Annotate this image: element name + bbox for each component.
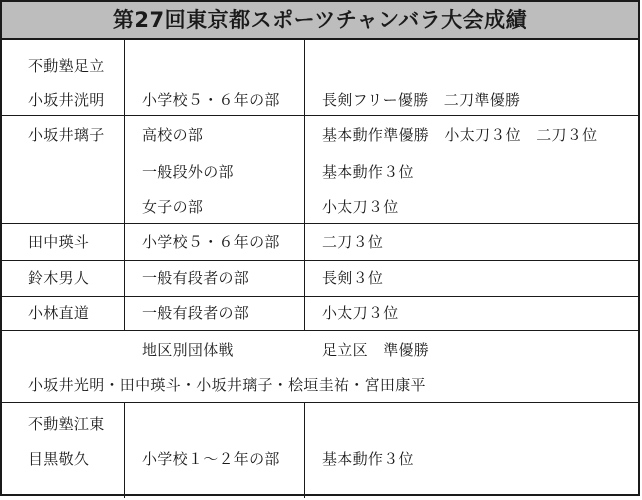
dojo-name: 不動塾江東: [28, 415, 105, 433]
column-divider: [124, 40, 125, 330]
athlete-name: 目黒敬久: [28, 450, 90, 468]
result-text: 長剣フリー優勝 二刀準優勝: [322, 91, 521, 109]
result-text: 小太刀３位: [322, 198, 399, 216]
row-divider: [2, 223, 638, 224]
athlete-name: 小坂井璃子: [28, 126, 105, 144]
column-divider: [124, 402, 125, 498]
athlete-name: 田中瑛斗: [28, 233, 90, 251]
division-label: 小学校５・６年の部: [142, 91, 280, 109]
athlete-name: 鈴木男人: [28, 269, 90, 287]
team-members: 小坂井光明・田中瑛斗・小坂井璃子・桧垣圭祐・宮田康平: [28, 376, 426, 394]
result-text: 基本動作準優勝 小太刀３位 二刀３位: [322, 126, 598, 144]
division-label: 一般有段者の部: [142, 304, 250, 322]
row-divider: [2, 115, 638, 116]
athlete-name: 小林直道: [28, 304, 90, 322]
team-event-label: 地区別団体戦: [142, 341, 234, 359]
page-title: 第27回東京都スポーツチャンバラ大会成績: [2, 2, 638, 40]
dojo-name: 不動塾足立: [28, 57, 105, 75]
result-text: 長剣３位: [322, 269, 384, 287]
row-divider: [2, 296, 638, 297]
row-divider: [2, 260, 638, 261]
column-divider: [304, 402, 305, 498]
team-result: 足立区 準優勝: [322, 341, 430, 359]
result-text: 二刀３位: [322, 233, 384, 251]
row-divider: [2, 330, 638, 331]
division-label: 一般有段者の部: [142, 269, 250, 287]
column-divider: [304, 40, 305, 330]
division-label: 小学校５・６年の部: [142, 233, 280, 251]
division-label: 小学校１〜２年の部: [142, 450, 280, 468]
result-text: 基本動作３位: [322, 163, 414, 181]
result-text: 基本動作３位: [322, 450, 414, 468]
athlete-name: 小坂井洸明: [28, 91, 105, 109]
division-label: 女子の部: [142, 198, 204, 216]
result-text: 小太刀３位: [322, 304, 399, 322]
division-label: 高校の部: [142, 126, 204, 144]
row-divider: [2, 402, 638, 403]
division-label: 一般段外の部: [142, 163, 234, 181]
